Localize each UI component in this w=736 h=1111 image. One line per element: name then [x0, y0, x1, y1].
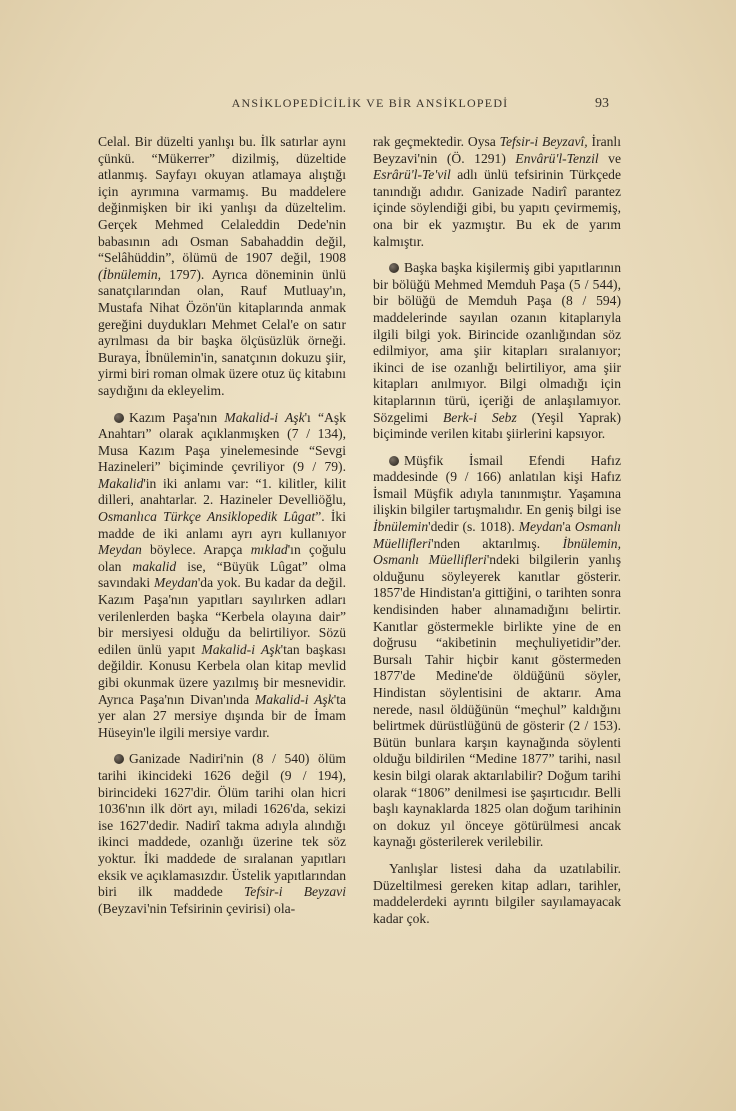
- bullet-icon: [389, 456, 399, 466]
- bullet-icon: [114, 413, 124, 423]
- paragraph: rak geçmektedir. Oysa Tefsir-i Beyzavî, İranlı Beyzavi'nin (Ö. 1291) Envârü'l-Tenzil ve Esrârü'l-Te'vil adlı ünlü tefsirinin Türkçede tanındığı adıdır. Ganizade Nadirî parantez içinde söylendiği gibi, bu yapıtı çevirmemiş, ona bir ek yazmıştır. Bu ek de yarım kalmıştır.: [373, 134, 622, 249]
- page-number: 93: [595, 96, 609, 111]
- left-column: [98, 134, 346, 917]
- bullet-icon: [389, 263, 399, 273]
- paragraph: Kazım Paşa'nın Makalid-i Aşk'ı “Aşk Anahtarı” olarak açıklanmışken (7 / 134), Musa Kazım Paşa yinelemesinde “Sevgi Hazineleri” biçiminde çevriliyor (9 / 79). Makalid'in iki anlamı var: “1. kilitler, kilit dilleri, anahtarlar. 2. Hazineler Develliöğlu, Osmanlıca Türkçe Ansiklopedik Lûgat”. İki madde de iki anlamı ayrı ayrı kullanıyor Meydan böylece. Arapça mıklad'ın çoğulu olan makalid ise, “Büyük Lûgat” olma savındaki Meydan'da yok. Bu kadar da değil. Kazım Paşa'nın yapıtları sayılırken adları verilenlerden başka “Kerbela olayına dair” bir mersiyesi olduğu da belirtiliyor. Sözü edilen ünlü yapıt Makalid-i Aşk'tan başkası değildir. Konusu Kerbela olan kitap mevlid gibi okunmak üzere yazılmış bir mesnevidir. Ayrıca Paşa'nın Divan'ında Makalid-i Aşk'ta yer alan 27 mersiye dışında bir de İmam Hüseyin'le ilgili mersiye vardır.: [98, 409, 347, 740]
- right-column: [373, 134, 621, 927]
- paragraph: Celal. Bir düzelti yanlışı bu. İlk satırlar aynı çünkü. “Mükerrer” dizilmiş, düzeltide atlanmış. Sayfayı okuyan atlamaya alıştığı için ayrımına varmamış. Bu maddelere değinmişken bir iki yanlışı da düzeltelim. Gerçek Mehmed Celaleddin Dede'nin babasının adı Osman Sabahaddin değil, “Selâhüddin”, ölümü de 1907 değil, 1908 (İbnülemin, 1797). Ayrıca döneminin ünlü sanatçılarından olan, Rauf Mutluay'ın, Mustafa Nihat Özön'ün kitaplarında anmak gereğini duydukları Mehmet Celal'e on satır ayrılması da bir başka ölçüsüzlük örneği. Buraya, İbnülemin'in, sanatçının dokuzu şiir, yirmi biri roman olmak üzere otuz üç kitabını saydığını da ekleyelim.: [98, 134, 347, 398]
- running-header: ANSİKLOPEDİCİLİK VE BİR ANSİKLOPEDİ: [231, 96, 509, 110]
- paragraph: Ganizade Nadiri'nin (8 / 540) ölüm tarihi ikincideki 1626 değil (9 / 194), birincideki 1627'dir. Ölüm tarihi olan hicri 1036'nın ilk dört ayı, miladi 1626'da, sekizi ise 1627'dedir. Nadirî takma adıyla alındığı ikinci maddede, ozanlığı üzerine tek söz yoktur. İki maddede de sıralanan yapıtları eksik ve açıklamasızdır. Üstelik yapıtlarından biri ilk maddede Tefsir-i Beyzavi (Beyzavi'nin Tefsirinin çevirisi) ola-: [98, 751, 347, 916]
- paragraph: Başka başka kişilermiş gibi yapıtlarının bir bölüğü Mehmed Memduh Paşa (5 / 544), bir bölüğü de Memduh Paşa (8 / 594) maddelerinde sayılan ozanın kitaplarıyla ilgili bilgi yok. Birincide ozanlığından söz edilmiyor, ama şiir kitapları sıralanıyor; ikinci de ise ozanlığı belirtiliyor, ama şiir kitapları anılmıyor. Bilgi olmadığı için kitaplarının türü, içeriği de anlaşılamıyor. Sözgelimi Berk-i Sebz (Yeşil Yaprak) biçiminde verilen kitabı şiirlerini kapsıyor.: [373, 260, 622, 442]
- paragraph: Müşfik İsmail Efendi Hafız maddesinde (9 / 166) anlatılan kişi Hafız İsmail Müşfik adıyla tanınmıştır. Yaşamına ilişkin bilgiler tartışmalıdır. En geniş bilgi ise İbnülemin'dedir (s. 1018). Meydan'a Osmanlı Müellifleri'nden aktarılmış. İbnülemin, Osmanlı Müellifleri'ndeki bilgilerin yanlış olduğunu söyleyerek kanıtlar gösterir. 1857'de Hindistan'a gittiğini, o tarihten sonra kendisinden haber alınamadığını belirtir. Kanıtlar göstermekle birlikte yine de en doğrusu “akibetinin meçhuliyetidir”der. Bursalı Tahir hiçbir kanıt göstermeden 1877'de Medine'de öldüğünü söyler, Hindistan söylentisini de aktarır. Ama nerede, nasıl öldüğünün “meçhul” kaldığını belirtmek dürüstlüğünü de gösterir (2 / 153). Bütün bunlara karşın kaynağında söylenti olduğu bildirilen “Medine 1877” tarihi, nasıl kesin bilgi olarak aktarılabilir? Doğum tarihi olarak “1806” denilmesi ise şaşırtıcıdır. Belli başlı kaynaklarda 1825 olan doğum tarihinin on dokuz yıl önceye götürülmesi ancak kaynağı gösterilerek verilebilir.: [373, 452, 621, 850]
- paragraph: Yanlışlar listesi daha da uzatılabilir. Düzeltilmesi gereken kitap adları, tarihler, maddelerdeki ayrıntı bilgiler sayılamayacak kadar çok.: [373, 860, 621, 926]
- bullet-icon: [114, 754, 124, 764]
